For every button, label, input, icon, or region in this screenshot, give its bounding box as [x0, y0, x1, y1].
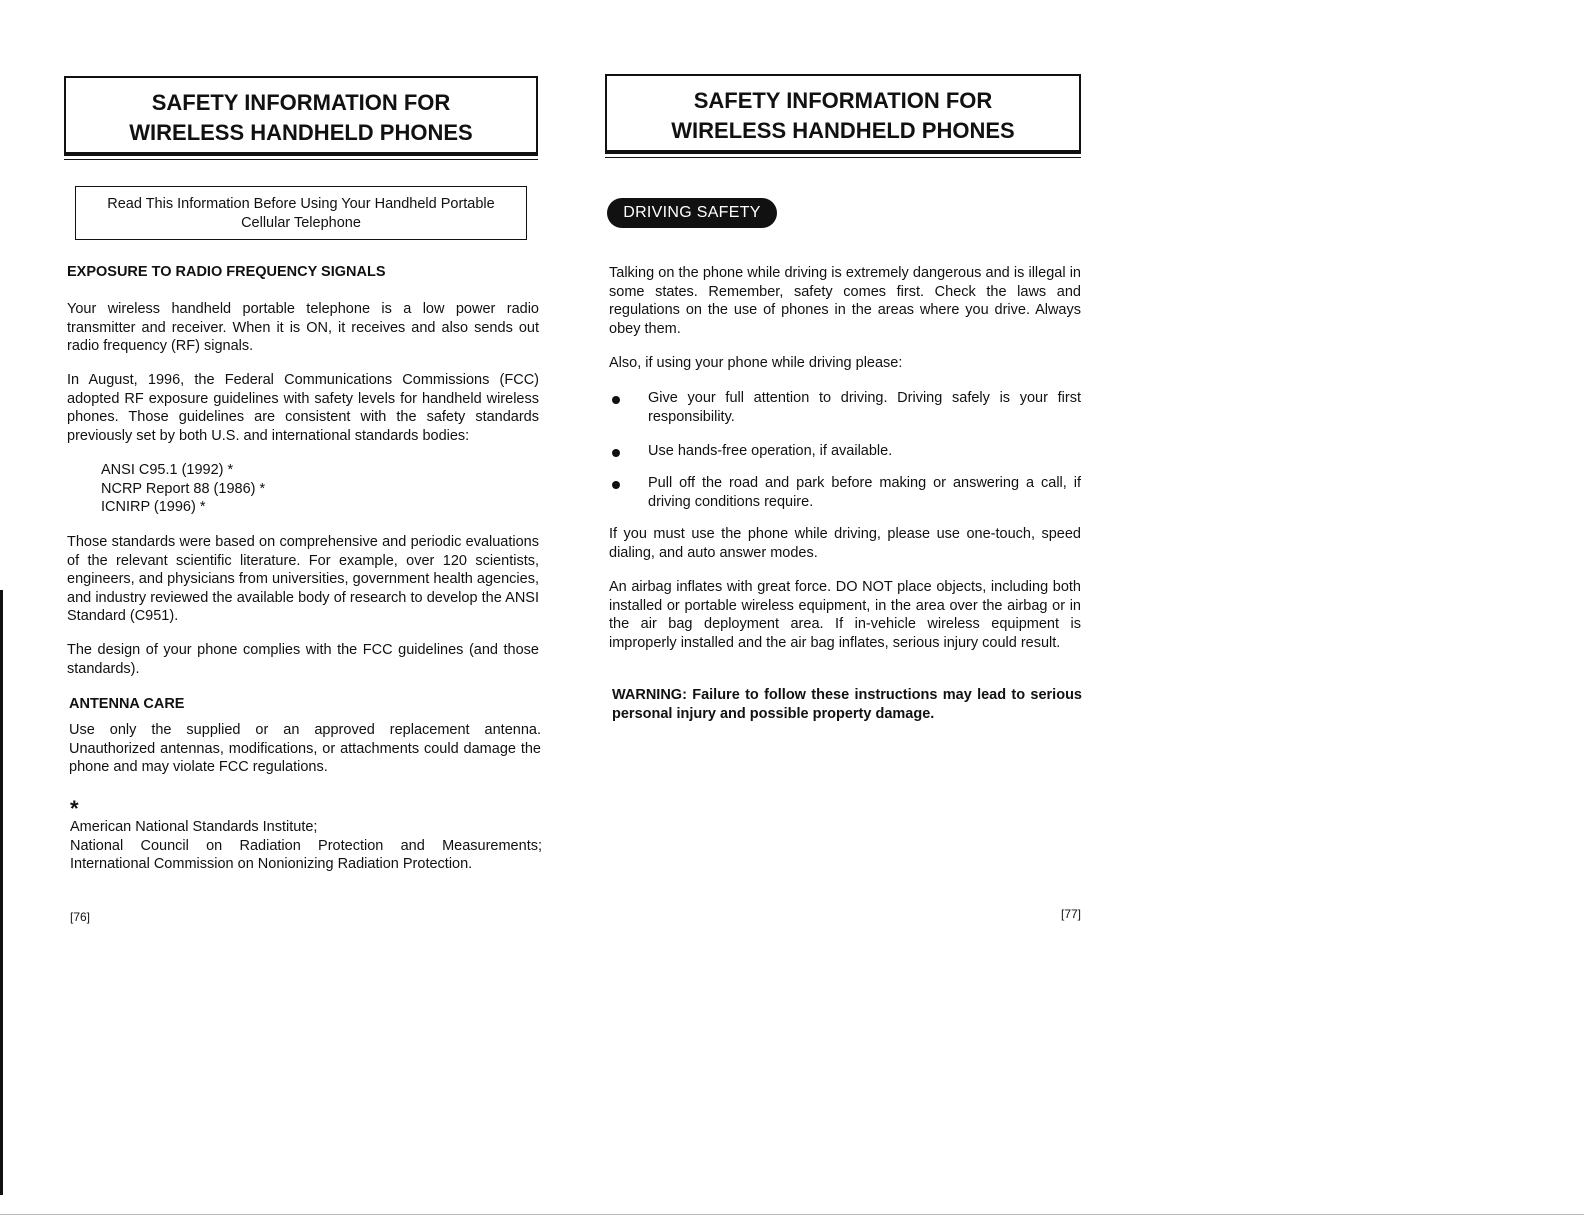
- bullet-item: [612, 389, 1081, 429]
- bullet-text: Pull off the road and park before making or answering a call, if driving conditions require.: [648, 475, 1081, 510]
- bullet-text: Use hands-free operation, if available.: [648, 443, 893, 459]
- paragraph-fcc: In August, 1996, the Federal Communications Commissions (FCC) adopted RF exposure guidelines with safety levels for handheld wireless phones. Those guidelines are consistent with the safety standards previously set by both U.S. and international standards bodies:: [67, 372, 539, 444]
- bullet-item: [612, 442, 1081, 462]
- standard-item: ICNIRP (1996) *: [101, 499, 206, 515]
- section-heading-rf: EXPOSURE TO RADIO FREQUENCY SIGNALS: [67, 264, 386, 280]
- standards-list: [101, 461, 265, 517]
- left-title-line2: WIRELESS HANDHELD PHONES: [129, 120, 473, 145]
- bullet-text: Give your full attention to driving. Driving safely is your first responsibility.: [648, 390, 1081, 425]
- paragraph-rf-intro: Your wireless handheld portable telephone is a low power radio transmitter and receiver. When it is ON, it receives and also sends out radio frequency (RF) signals.: [67, 301, 539, 354]
- driving-safety-pill: DRIVING SAFETY: [607, 198, 777, 228]
- bullet-dot-icon: [612, 449, 620, 457]
- bullet-dot-icon: [612, 396, 620, 404]
- paragraph-driving-please: Also, if using your phone while driving please:: [609, 355, 903, 371]
- paragraph-standards-basis: Those standards were based on comprehensive and periodic evaluations of the relevant scientific literature. For example, over 120 scientists, engineers, and physicians from universities, government health agencies, and industry reviewed the available body of research to develop the ANSI Standard (C951).: [67, 534, 539, 624]
- section-heading-antenna: ANTENNA CARE: [69, 696, 185, 712]
- page-number: [76]: [70, 910, 91, 924]
- footnote-item: International Commission on Nonionizing Radiation Protection.: [70, 856, 473, 872]
- paragraph-airbag: An airbag inflates with great force. DO NOT place objects, including both installed or portable wireless equipment, in the area over the airbag or in the air bag deployment area. If in-vehicle wireless equipment is improperly installed and the air bag inflates, serious injury could result.: [609, 579, 1081, 651]
- footnote-item: National Council on Radiation Protection and Measurements;: [70, 837, 542, 854]
- left-title-line1: SAFETY INFORMATION FOR: [151, 90, 451, 115]
- right-title-line2: WIRELESS HANDHELD PHONES: [671, 118, 1015, 143]
- page-number: [77]: [1061, 907, 1082, 921]
- footnote-asterisk: *: [70, 796, 79, 821]
- paragraph-compliance: The design of your phone complies with the FCC guidelines (and those standards).: [67, 642, 539, 677]
- bullet-item: [612, 474, 1081, 514]
- footnotes: [70, 818, 542, 874]
- paragraph-speed-dial: If you must use the phone while driving, please use one-touch, speed dialing, and auto answer modes.: [609, 526, 1081, 561]
- scan-edge-line: [0, 590, 3, 1195]
- right-title-line1: SAFETY INFORMATION FOR: [693, 88, 993, 113]
- warning-text: WARNING: Failure to follow these instructions may lead to serious personal injury and possible property damage.: [612, 687, 1082, 722]
- notice-line1: Read This Information Before Using Your Handheld Portable: [107, 196, 495, 212]
- standard-item: ANSI C95.1 (1992) *: [101, 462, 234, 478]
- paragraph-antenna: Use only the supplied or an approved replacement antenna. Unauthorized antennas, modifications, or attachments could damage the phone and may violate FCC regulations.: [69, 722, 541, 775]
- bullet-dot-icon: [612, 481, 620, 489]
- left-title-box: [64, 76, 538, 156]
- read-notice-box: [75, 186, 527, 240]
- notice-line2: Cellular Telephone: [241, 215, 361, 231]
- footnote-item: American National Standards Institute;: [70, 819, 318, 835]
- scan-bottom-edge: [0, 1214, 1584, 1215]
- paragraph-driving-danger: Talking on the phone while driving is extremely dangerous and is illegal in some states. Remember, safety comes first. Check the laws and regulations on the use of phones in the areas where you drive. Always obey them.: [609, 265, 1081, 337]
- right-title-box: [605, 74, 1081, 154]
- standard-item: NCRP Report 88 (1986) *: [101, 480, 266, 497]
